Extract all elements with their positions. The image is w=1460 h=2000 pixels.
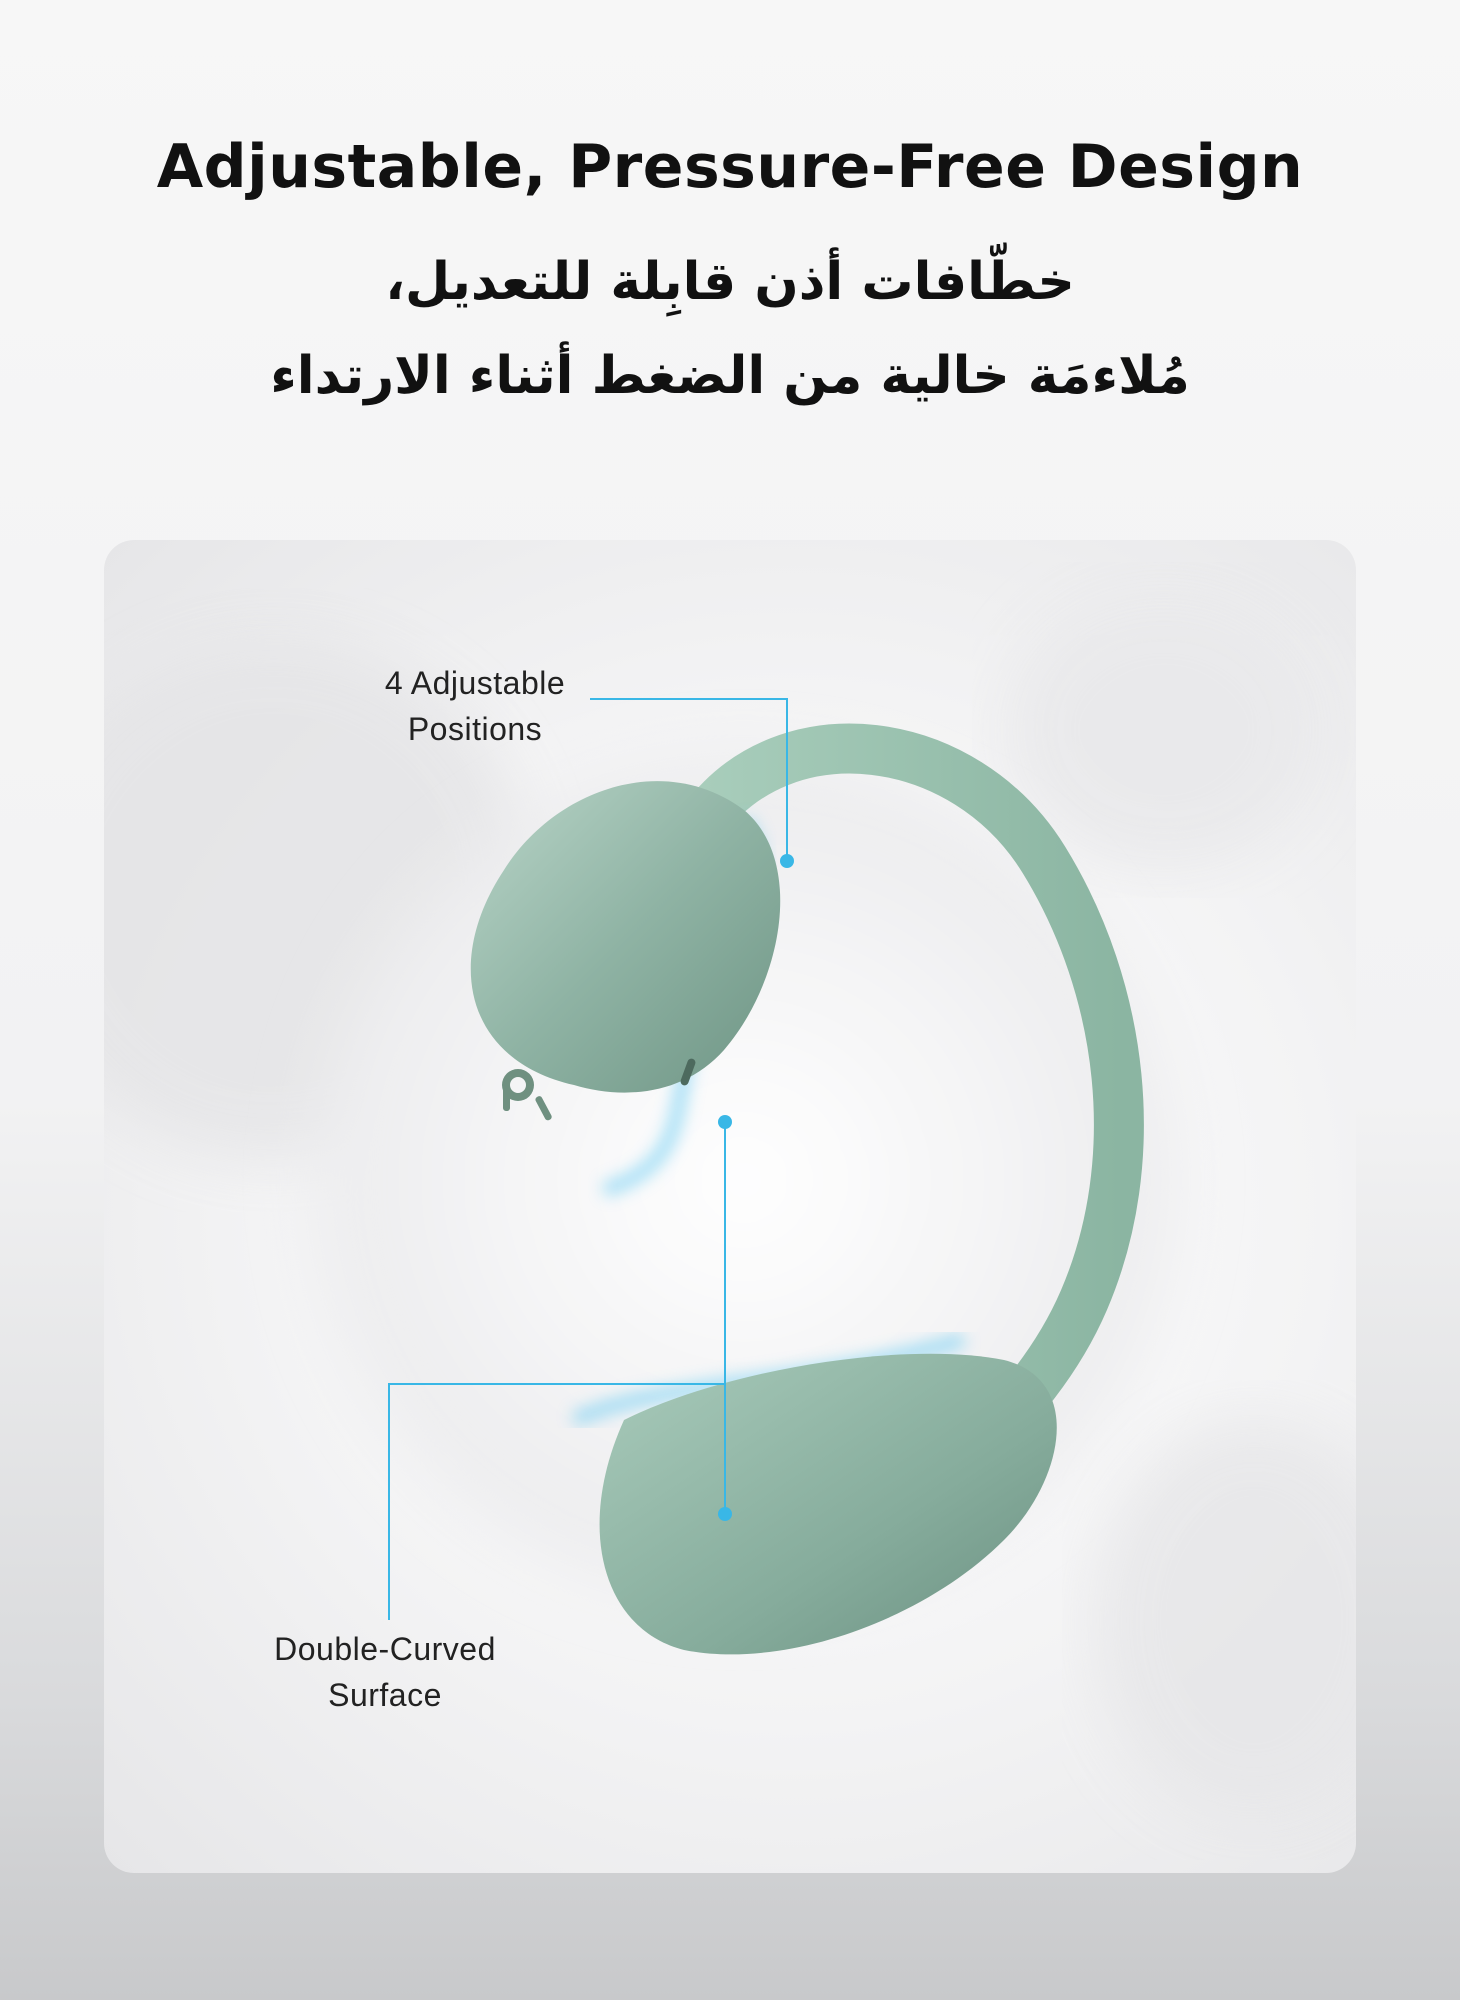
callout-adjustable-line2: Positions bbox=[407, 711, 543, 747]
arabic-subtitle-line1: خطّافات أذن قابِلة للتعديل، bbox=[385, 252, 1075, 312]
callout-surface-line2: Surface bbox=[328, 1677, 442, 1713]
page-title: Adjustable, Pressure-Free Design bbox=[156, 132, 1304, 202]
arabic-subtitle-line2: مُلاءمَة خالية من الضغط أثناء الارتداء bbox=[270, 346, 1190, 406]
callout-label-surface bbox=[235, 1626, 535, 1718]
callout-label-adjustable bbox=[325, 660, 625, 752]
callout-dot-surface-top bbox=[718, 1115, 732, 1129]
callout-adjustable-line1: 4 Adjustable bbox=[384, 665, 566, 701]
callout-dot-adjustable bbox=[780, 854, 794, 868]
callout-surface-line1: Double-Curved bbox=[274, 1631, 496, 1667]
